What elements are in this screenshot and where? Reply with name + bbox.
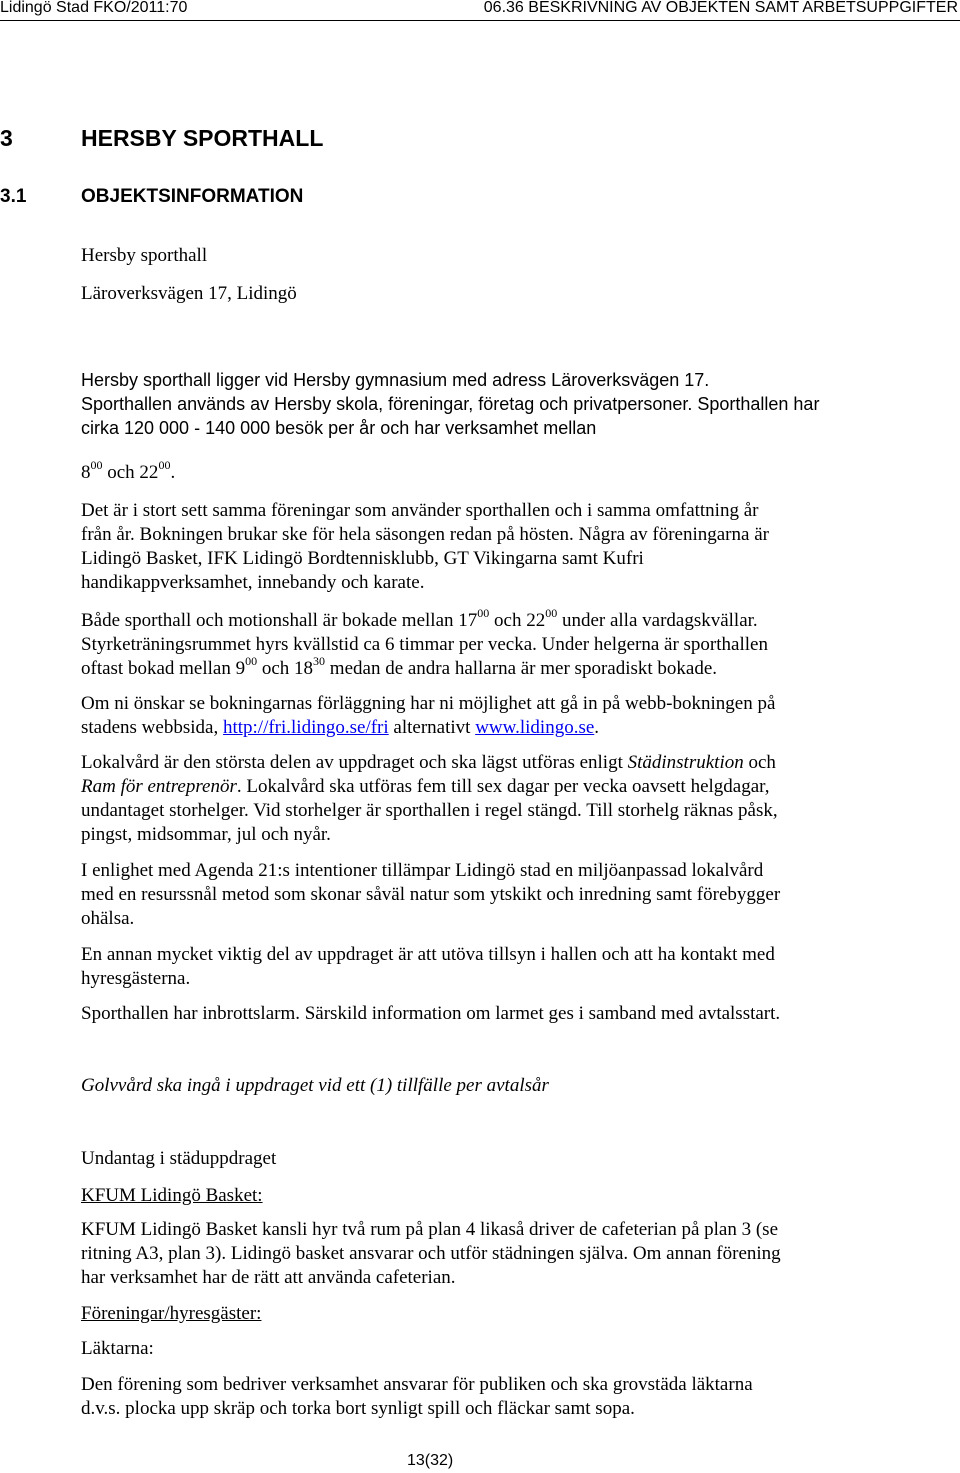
cleaning-line bbox=[81, 751, 951, 775]
italic-doc-ref: Städinstruktion bbox=[627, 752, 744, 773]
text: Lokalvård är den största delen av uppdraget och ska lägst utföras enligt bbox=[81, 752, 628, 773]
kfum-paragraph bbox=[81, 1218, 951, 1290]
usage-line: från år. Bokningen brukar ske för hela säsongen redan på hösten. Några av föreningarna är bbox=[81, 524, 769, 545]
intro-line: cirka 120 000 - 140 000 besök per år och har verksamhet mellan bbox=[81, 418, 597, 438]
city-website-link[interactable]: www.lidingo.se bbox=[475, 717, 595, 738]
stands-label-block bbox=[81, 1337, 951, 1361]
agenda-line: med en resurssnål metod som skonar såväl natur som ytskikt och inredning samt förebygger bbox=[81, 884, 781, 905]
text: Både sporthall och motionshall är bokade mellan 17 bbox=[81, 610, 478, 631]
intro-paragraph bbox=[81, 368, 951, 440]
sup: 00 bbox=[545, 606, 558, 620]
subsection-title: OBJEKTSINFORMATION bbox=[81, 186, 304, 207]
section-title: HERSBY SPORTHALL bbox=[81, 125, 324, 151]
hours-end-sup: 00 bbox=[158, 458, 171, 472]
text: . bbox=[594, 717, 600, 738]
booking-link[interactable]: http://fri.lidingo.se/fri bbox=[222, 717, 389, 738]
supervision-line: En annan mycket viktig del av uppdraget är att utöva tillsyn i hallen och att ha kontakt med bbox=[81, 944, 775, 965]
alarm-paragraph bbox=[81, 1002, 951, 1026]
tenants-heading-block bbox=[81, 1302, 951, 1326]
cleaning-line bbox=[81, 775, 951, 799]
hours-start-sup: 00 bbox=[90, 458, 103, 472]
exceptions-title-block bbox=[81, 1147, 951, 1171]
supervision-paragraph bbox=[81, 943, 951, 991]
stands-label: Läktarna: bbox=[81, 1338, 154, 1359]
header-right-title: 06.36 BESKRIVNING AV OBJEKTEN SAMT ARBETSUPPGIFTER bbox=[483, 0, 958, 16]
kfum-heading: KFUM Lidingö Basket: bbox=[81, 1185, 263, 1206]
text: och 22 bbox=[489, 610, 546, 631]
stands-line: Den förening som bedriver verksamhet ansvarar för publiken och ska grovstäda läktarna bbox=[81, 1374, 753, 1395]
intro-line: Hersby sporthall ligger vid Hersby gymnasium med adress Läroverksvägen 17. bbox=[81, 370, 710, 390]
intro-line: Sporthallen används av Hersby skola, föreningar, företag och privatpersoner. Sporthallen har bbox=[81, 394, 820, 414]
text: och 18 bbox=[257, 658, 314, 679]
text: under alla vardagskvällar. bbox=[557, 610, 758, 631]
kfum-line: ritning A3, plan 3). Lidingö basket ansvarar och utför städningen själva. Om annan förening bbox=[81, 1243, 781, 1264]
booking-line: Styrketräningsrummet hyrs kvällstid ca 6 timmar per vecka. Under helgerna är sporthallen bbox=[81, 634, 768, 655]
cleaning-line: pingst, midsommar, jul och nyår. bbox=[81, 824, 331, 845]
text: oftast bokad mellan 9 bbox=[81, 658, 246, 679]
cleaning-line: undantaget storhelger. Vid storhelger är sporthallen i regel stängd. Till storhelg räknas påsk, bbox=[81, 800, 778, 821]
page-number: 13(32) bbox=[407, 1452, 454, 1469]
kfum-line: KFUM Lidingö Basket kansli hyr två rum på plan 4 likaså driver de cafeterian på plan 3 (se bbox=[81, 1219, 778, 1240]
cleaning-paragraph bbox=[81, 751, 951, 847]
agenda-line: ohälsa. bbox=[81, 908, 135, 929]
text: . Lokalvård ska utföras fem till sex dagar per vecka oavsett helgdagar, bbox=[236, 776, 770, 797]
stands-paragraph bbox=[81, 1373, 951, 1421]
booking-line bbox=[81, 654, 951, 681]
text: stadens webbsida, bbox=[81, 717, 223, 738]
tenants-heading: Föreningar/hyresgäster: bbox=[81, 1303, 262, 1324]
usage-paragraph bbox=[81, 499, 951, 595]
stands-line: d.v.s. plocka upp skräp och torka bort synligt spill och fläckar samt sopa. bbox=[81, 1398, 635, 1419]
hours-start: 8 bbox=[81, 462, 91, 483]
header-left-reference: Lidingö Stad FKO/2011:70 bbox=[0, 0, 188, 16]
kfum-heading-block bbox=[81, 1184, 951, 1208]
alarm-line: Sporthallen har inbrottslarm. Särskild information om larmet ges i samband med avtalsstart. bbox=[81, 1003, 781, 1024]
italic-doc-ref: Ram för entreprenör bbox=[81, 776, 237, 797]
hours-end: . bbox=[170, 462, 176, 483]
object-name: Hersby sporthall bbox=[81, 245, 208, 266]
web-paragraph bbox=[81, 692, 951, 740]
intro-hours-line bbox=[81, 458, 176, 484]
web-line bbox=[81, 716, 951, 740]
text: och bbox=[743, 752, 776, 773]
sup: 00 bbox=[477, 606, 490, 620]
floor-care-note bbox=[81, 1074, 951, 1098]
usage-line: Lidingö Basket, IFK Lidingö Bordtennisklubb, GT Vikingarna samt Kufri bbox=[81, 548, 644, 569]
usage-line: Det är i stort sett samma föreningar som använder sporthallen och i samma omfattning år bbox=[81, 500, 759, 521]
floor-care-line: Golvvård ska ingå i uppdraget vid ett (1) tillfälle per avtalsår bbox=[81, 1075, 549, 1096]
header-divider bbox=[0, 20, 960, 21]
sup: 30 bbox=[313, 654, 326, 668]
section-number: 3 bbox=[0, 125, 13, 151]
agenda-line: I enlighet med Agenda 21:s intentioner tillämpar Lidingö stad en miljöanpassad lokalvård bbox=[81, 860, 764, 881]
object-address: Läroverksvägen 17, Lidingö bbox=[81, 283, 297, 304]
text: medan de andra hallarna är mer sporadiskt bokade. bbox=[325, 658, 718, 679]
agenda-paragraph bbox=[81, 859, 951, 931]
text: alternativt bbox=[388, 717, 476, 738]
kfum-line: har verksamhet har de rätt att använda cafeterian. bbox=[81, 1267, 456, 1288]
hours-mid: och 22 bbox=[102, 462, 159, 483]
sup: 00 bbox=[245, 654, 258, 668]
usage-line: handikappverksamhet, innebandy och karate. bbox=[81, 572, 425, 593]
supervision-line: hyresgästerna. bbox=[81, 968, 191, 989]
booking-line bbox=[81, 606, 951, 633]
booking-paragraph bbox=[81, 606, 951, 681]
subsection-number: 3.1 bbox=[0, 186, 27, 207]
web-line: Om ni önskar se bokningarnas förläggning har ni möjlighet att gå in på webb-bokningen på bbox=[81, 693, 776, 714]
exceptions-title: Undantag i städuppdraget bbox=[81, 1148, 277, 1169]
